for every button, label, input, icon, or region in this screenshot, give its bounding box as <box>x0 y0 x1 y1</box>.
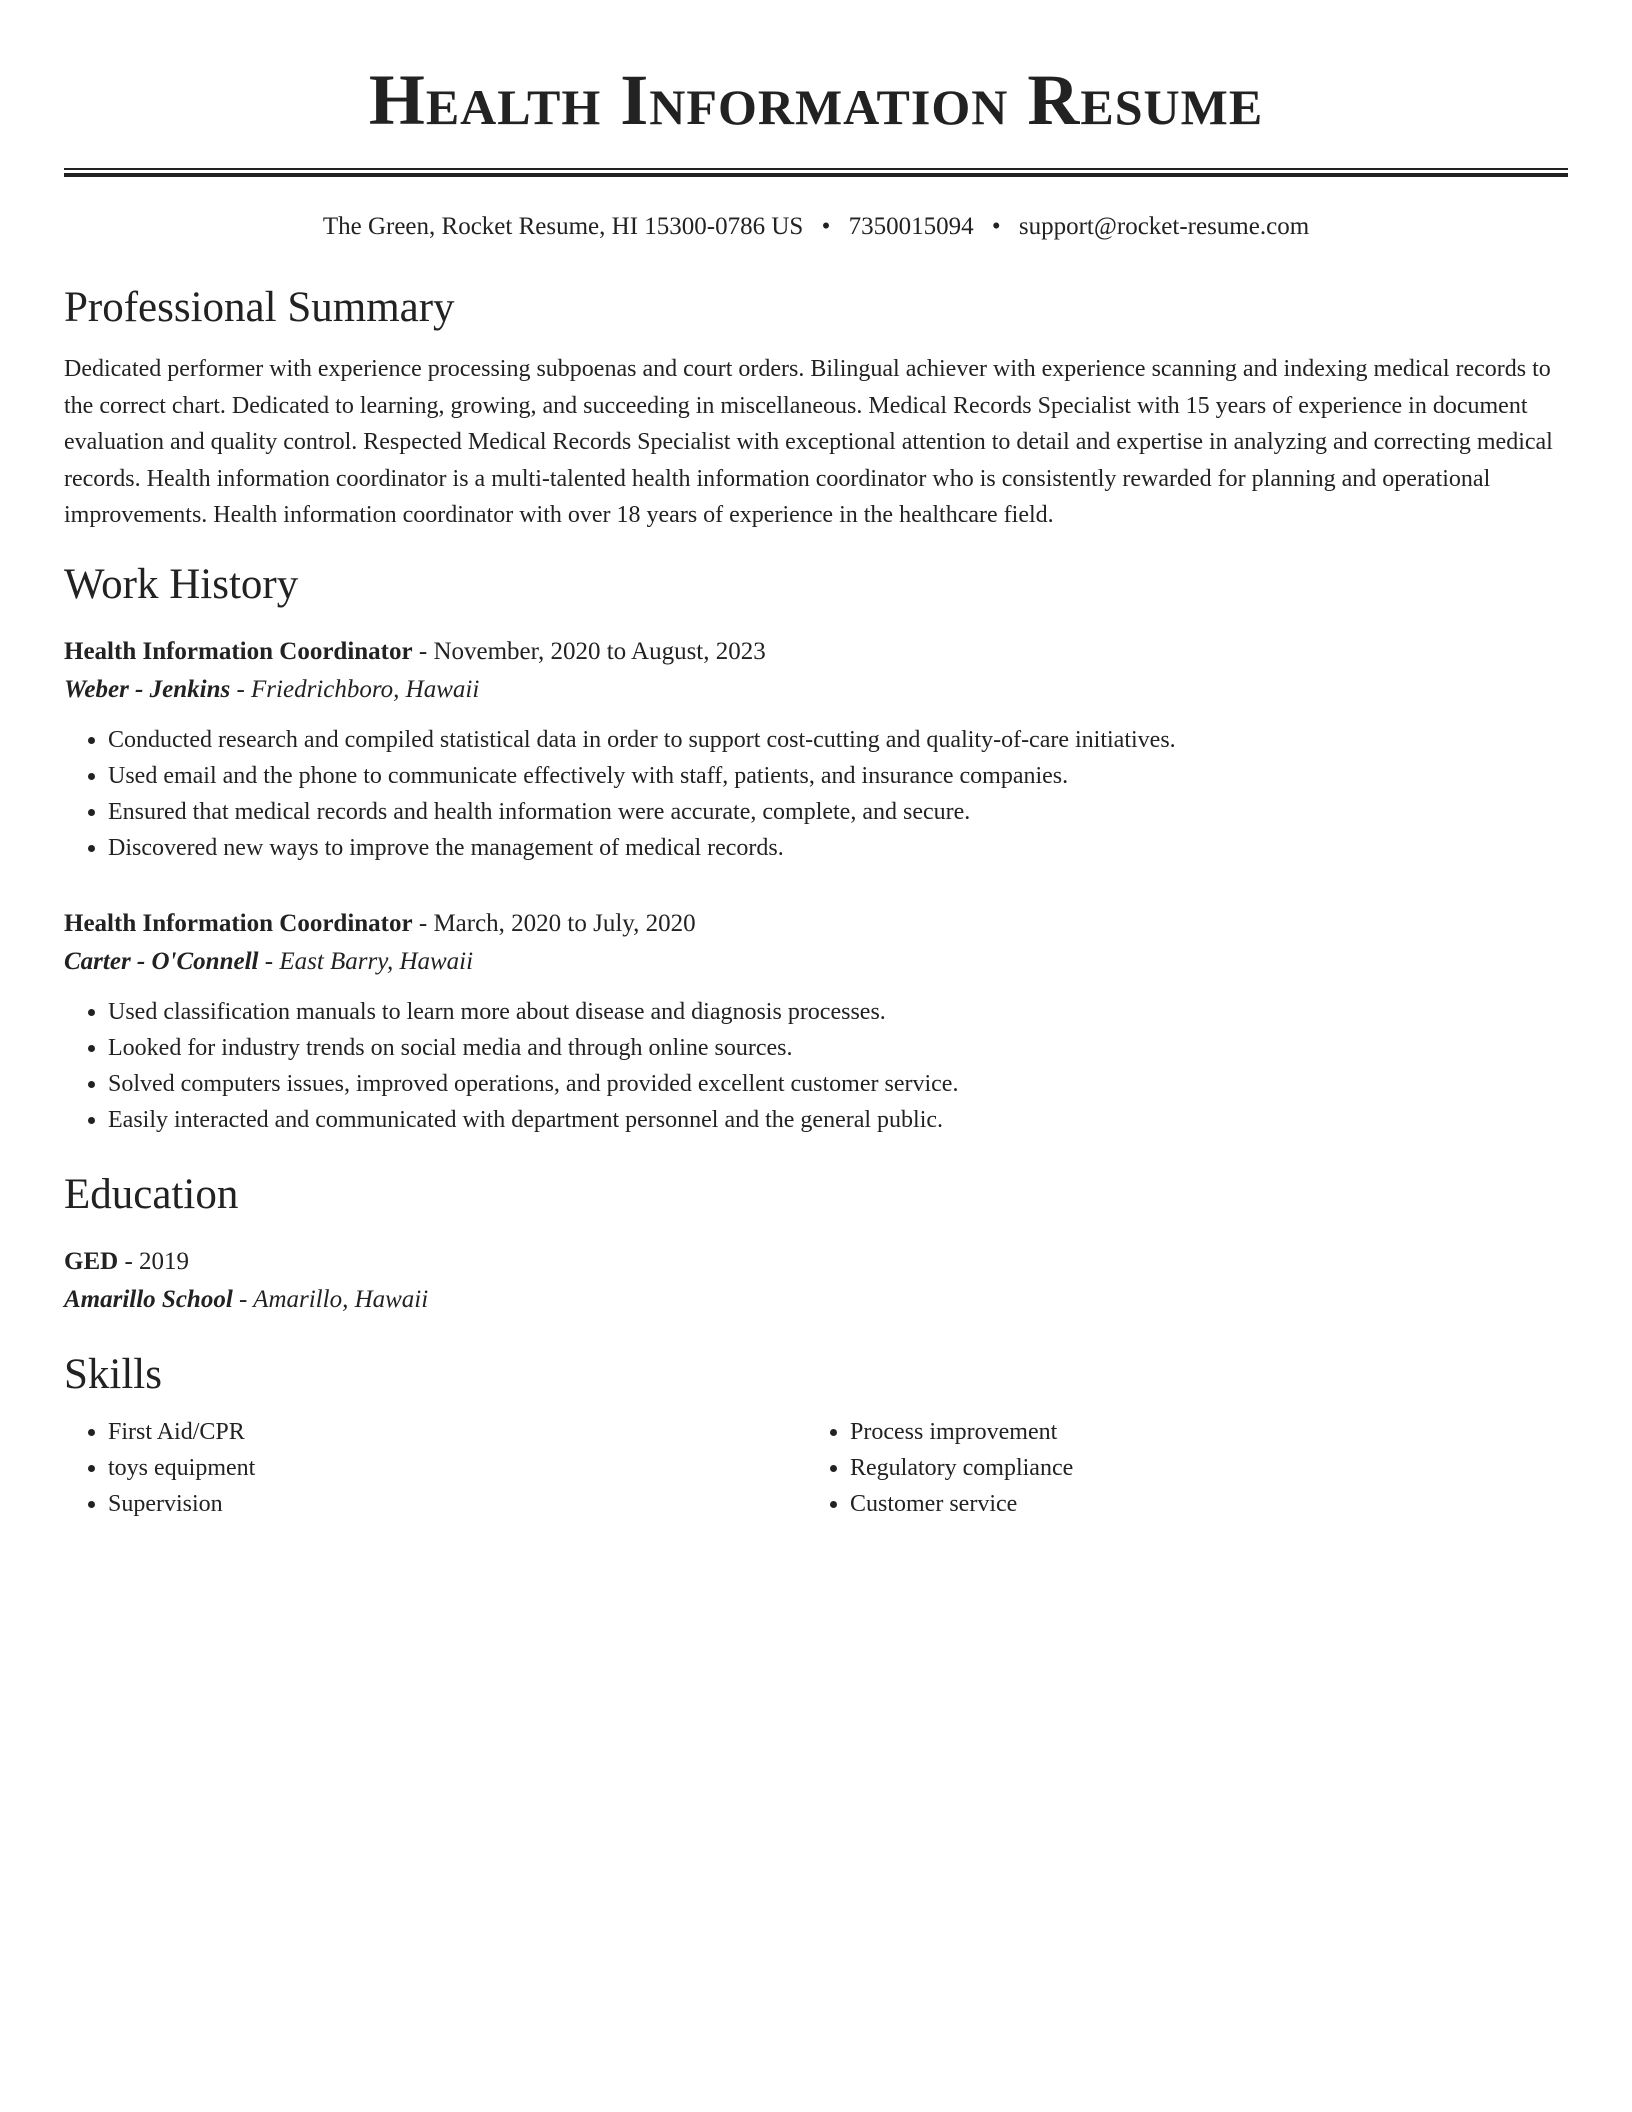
job-location-separator: - <box>264 947 280 975</box>
skill-item: • Customer service <box>850 1486 1548 1522</box>
job-dates-separator: - <box>418 637 434 665</box>
job-bullet: • Conducted research and compiled statistical data in order to support cost-cutting and quality-of-care initiatives. <box>108 722 1568 758</box>
education-degree: GED <box>64 1247 119 1275</box>
education-entry <box>64 1244 1568 1320</box>
education-school: Amarillo School <box>64 1285 233 1313</box>
skill-item: • toys equipment <box>108 1450 806 1486</box>
education-year-separator: - <box>124 1247 140 1275</box>
job-dates: November, 2020 to August, 2023 <box>433 637 766 665</box>
summary-section <box>64 283 1568 534</box>
job-bullet: • Looked for industry trends on social media and through online sources. <box>108 1030 1568 1066</box>
skills-left-column <box>64 1414 806 1522</box>
job-title: Health Information Coordinator <box>64 637 413 665</box>
education-location-separator: - <box>239 1285 254 1313</box>
job-bullet: • Used email and the phone to communicate effectively with staff, patients, and insurance companies. <box>108 758 1568 794</box>
skill-item: • Supervision <box>108 1486 806 1522</box>
contact-email: support@rocket-resume.com <box>1018 213 1310 240</box>
summary-heading: Professional Summary <box>64 284 455 331</box>
job-bullet: • Ensured that medical records and health information were accurate, complete, and secure. <box>108 794 1568 830</box>
job-company-line <box>64 942 1568 982</box>
job-entry <box>64 906 1568 1138</box>
contact-separator: • <box>991 213 1001 240</box>
contact-phone: 7350015094 <box>848 213 974 240</box>
skills-section <box>64 1350 1568 1522</box>
job-bullets <box>64 722 1568 866</box>
education-location: Amarillo, Hawaii <box>253 1285 429 1313</box>
resume-title: Health Information Resume <box>368 60 1264 140</box>
summary-text: Dedicated performer with experience processing subpoenas and court orders. Bilingual achiever with experience scanning and indexing medical records to the correct chart. Dedicated to learning, growing, and succeeding in miscellaneous. Medical Records Specialist with 15 years of experience in document evaluation and quality control. Respected Medical Records Specialist with exceptional attention to detail and expertise in analyzing and correcting medical records. Health information coordinator is a multi-talented health information coordinator who is consistently rewarded for planning and operational improvements. Health information coordinator with over 18 years of experience in the healthcare field. <box>64 356 1553 528</box>
education-degree-line <box>64 1244 1568 1280</box>
job-company-line <box>64 670 1568 710</box>
job-company: Weber - Jenkins <box>64 675 231 703</box>
job-bullet: • Solved computers issues, improved operations, and provided excellent customer service. <box>108 1066 1568 1102</box>
work-history-heading: Work History <box>64 560 299 608</box>
job-bullet: • Used classification manuals to learn more about disease and diagnosis processes. <box>108 994 1568 1030</box>
job-title-line <box>64 634 1568 670</box>
skill-item: • First Aid/CPR <box>108 1414 806 1450</box>
job-title: Health Information Coordinator <box>64 909 413 937</box>
job-title-line <box>64 906 1568 942</box>
contact-address: The Green, Rocket Resume, HI 15300-0786 US <box>322 213 804 240</box>
skills-columns <box>64 1414 1568 1522</box>
contact-separator: • <box>821 213 831 240</box>
work-history-section <box>64 560 1568 1138</box>
skill-item: • Regulatory compliance <box>850 1450 1548 1486</box>
job-location: East Barry, Hawaii <box>279 947 474 975</box>
job-location-separator: - <box>236 675 252 703</box>
job-bullet: • Discovered new ways to improve the management of medical records. <box>108 830 1568 866</box>
title-divider <box>64 168 1568 177</box>
job-location: Friedrichboro, Hawaii <box>251 675 480 703</box>
education-heading: Education <box>64 1170 239 1218</box>
skills-heading: Skills <box>64 1350 162 1398</box>
job-dates-separator: - <box>418 909 434 937</box>
job-bullet: • Easily interacted and communicated with department personnel and the general public. <box>108 1102 1568 1138</box>
job-bullets <box>64 994 1568 1138</box>
contact-line <box>64 211 1568 243</box>
skill-item: • Process improvement <box>850 1414 1548 1450</box>
education-school-line <box>64 1280 1568 1320</box>
education-section <box>64 1170 1568 1320</box>
job-dates: March, 2020 to July, 2020 <box>433 909 696 937</box>
job-entry <box>64 634 1568 866</box>
skills-right-column <box>806 1414 1548 1522</box>
education-year: 2019 <box>139 1247 190 1275</box>
job-company: Carter - O'Connell <box>64 947 259 975</box>
